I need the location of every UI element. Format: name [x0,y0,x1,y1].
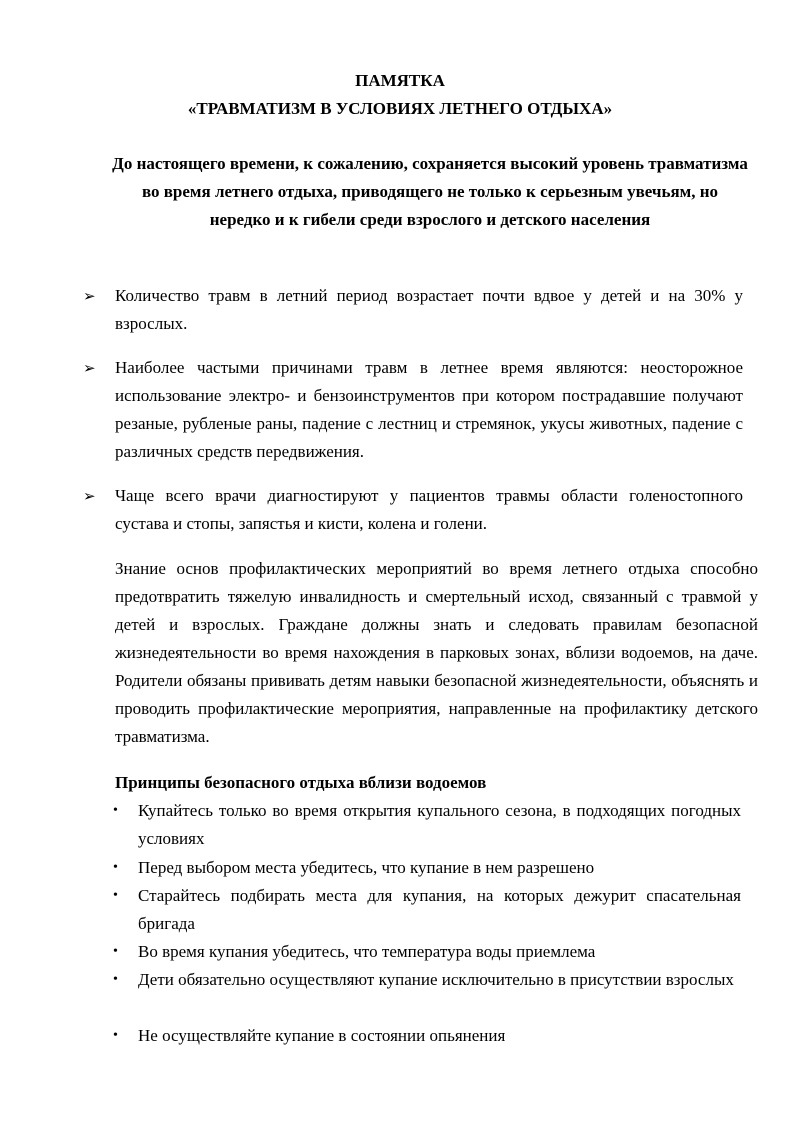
arrow-bullet-icon: ➢ [83,487,96,505]
fact-text: Количество травм в летний период возрастает почти вдвое у детей и на 30% у взрослых. [115,286,743,333]
arrow-bullet-icon: ➢ [83,287,96,305]
fact-item [83,282,743,338]
bullet-icon: • [113,1028,118,1043]
list-item-text: Дети обязательно осуществляют купание исключительно в присутствии взрослых [138,970,734,989]
fact-item [83,482,743,538]
intro-paragraph: До настоящего времени, к сожалению, сохраняется высокий уровень травматизма во время летнего отдыха, приводящего не только к серьезным увечьям, но нередко и к гибели среди взрослого и детского населения [112,154,748,229]
fact-item [83,354,743,466]
list-item [113,966,741,994]
bullet-icon: • [113,944,118,959]
bullet-icon: • [113,860,118,875]
list-item [113,938,741,966]
list-item-text: Во время купания убедитесь, что температура воды приемлема [138,942,596,961]
list-item-text: Перед выбором места убедитесь, что купание в нем разрешено [138,858,595,877]
arrow-bullet-icon: ➢ [83,359,96,377]
list-item-text: Не осуществляйте купание в состоянии опьянения [138,1026,506,1045]
list-item-text: Купайтесь только во время открытия купального сезона, в подходящих погодных условиях [138,801,741,848]
fact-text: Чаще всего врачи диагностируют у пациентов травмы области голеностопного сустава и стопы, запястья и кисти, колена и голени. [115,486,743,533]
list-item-text: Старайтесь подбирать места для купания, на которых дежурит спасательная бригада [138,886,741,933]
bullet-icon: • [113,803,118,818]
document-title: ПАМЯТКА [355,71,445,90]
body-paragraph: Знание основ профилактических мероприятий во время летнего отдыха способно предотвратить тяжелую инвалидность и смертельный исход, связанный с травмой у детей и взрослых. Граждане должны знать и следовать правилам безопасной жизнедеятельности во время нахождения в парковых зонах, вблизи водоемов, на даче. Родители обязаны прививать детям навыки безопасной жизнедеятельности, объяснять и проводить профилактические мероприятия, направленные на профилактику детского травматизма. [115,559,758,746]
section-heading: Принципы безопасного отдыха вблизи водоемов [115,773,487,792]
document-subtitle: «ТРАВМАТИЗМ В УСЛОВИЯХ ЛЕТНЕГО ОТДЫХА» [187,99,613,118]
list-item [113,882,741,938]
list-item [113,797,741,853]
fact-text: Наиболее частыми причинами травм в летнее время являются: неосторожное использование электро- и бензоинструментов при котором пострадавшие получают резаные, рубленые раны, падение с лестниц и стремянок, укусы животных, падение с различных средств передвижения. [115,358,743,461]
bullet-icon: • [113,972,118,987]
list-item [113,854,741,882]
list-item [113,1022,741,1050]
bullet-icon: • [113,888,118,903]
